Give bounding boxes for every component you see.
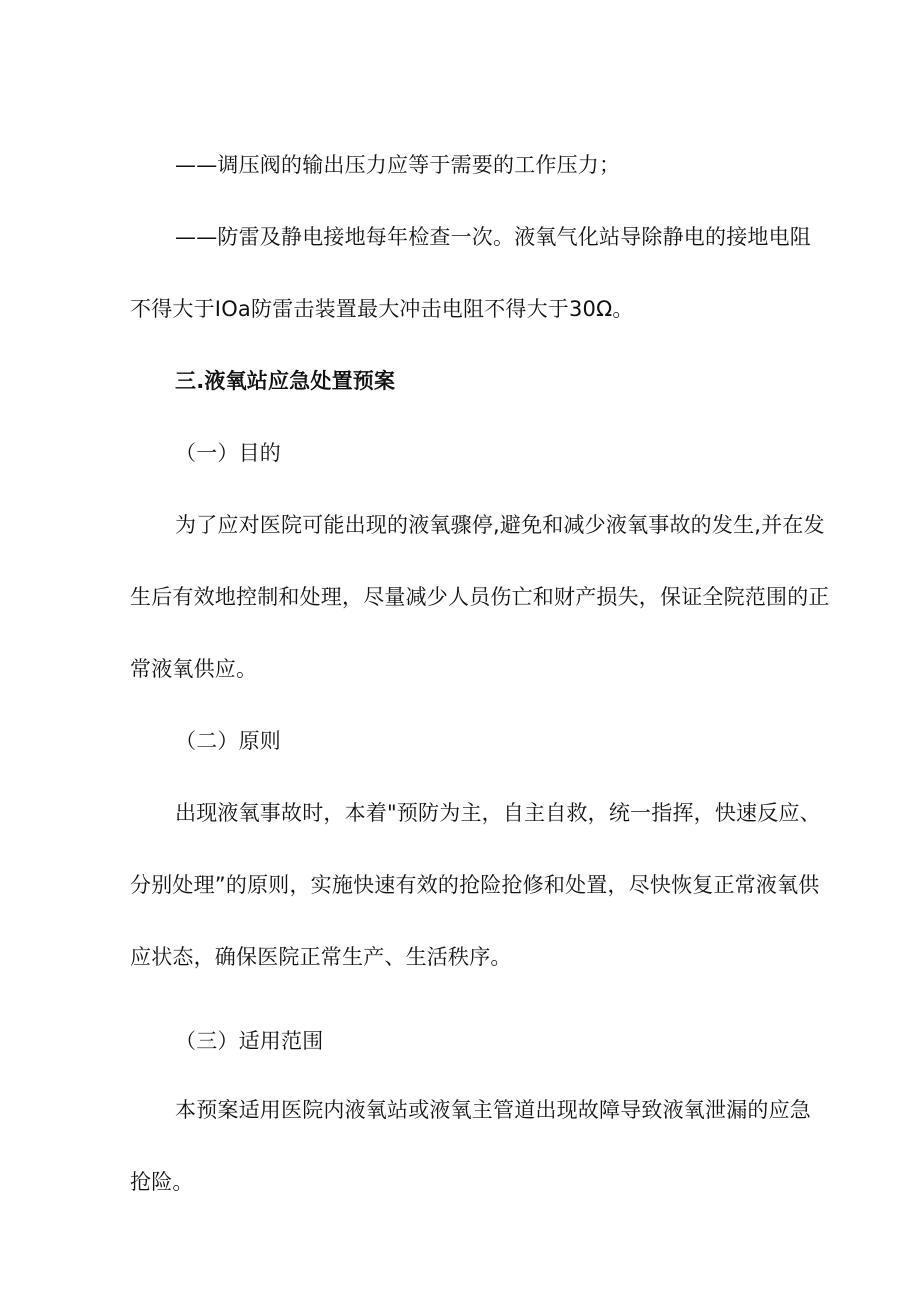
- subheading-purpose: （一）目的: [175, 441, 281, 465]
- paragraph-line-principle-3: 应状态，确保医院正常生产、生活秩序。: [130, 945, 512, 969]
- paragraph-line-purpose-2: 生后有效地控制和处理，尽量减少人员伤亡和财产损失，保证全院范围的正: [130, 585, 830, 609]
- paragraph-line-scope-2: 抢险。: [130, 1170, 194, 1194]
- paragraph-line-resistance: 不得大于IOa防雷击装置最大冲击电阻不得大于30Ω。: [130, 297, 634, 321]
- subheading-principle: （二）原则: [175, 729, 281, 753]
- paragraph-line-pressure-valve: ——调压阀的输出压力应等于需要的工作压力；: [175, 153, 621, 177]
- paragraph-line-lightning-check: ——防雷及静电接地每年检查一次。液氧气化站导除静电的接地电阻: [175, 225, 811, 249]
- paragraph-line-principle-1: 出现液氧事故时，本着"预防为主，自主自救，统一指挥，快速反应、: [175, 801, 821, 825]
- paragraph-line-purpose-3: 常液氧供应。: [130, 657, 258, 681]
- paragraph-line-purpose-1: 为了应对医院可能出现的液氧骤停,避免和减少液氧事故的发生,并在发: [175, 513, 825, 537]
- section-heading: 三.液氧站应急处置预案: [175, 369, 396, 393]
- subheading-scope: （三）适用范围: [175, 1029, 324, 1053]
- paragraph-line-principle-2: 分别处理”的原则，实施快速有效的抢险抢修和处置，尽快恢复正常液氧供: [130, 873, 820, 897]
- paragraph-line-scope-1: 本预案适用医院内液氧站或液氧主管道出现故障导致液氧泄漏的应急: [175, 1098, 811, 1122]
